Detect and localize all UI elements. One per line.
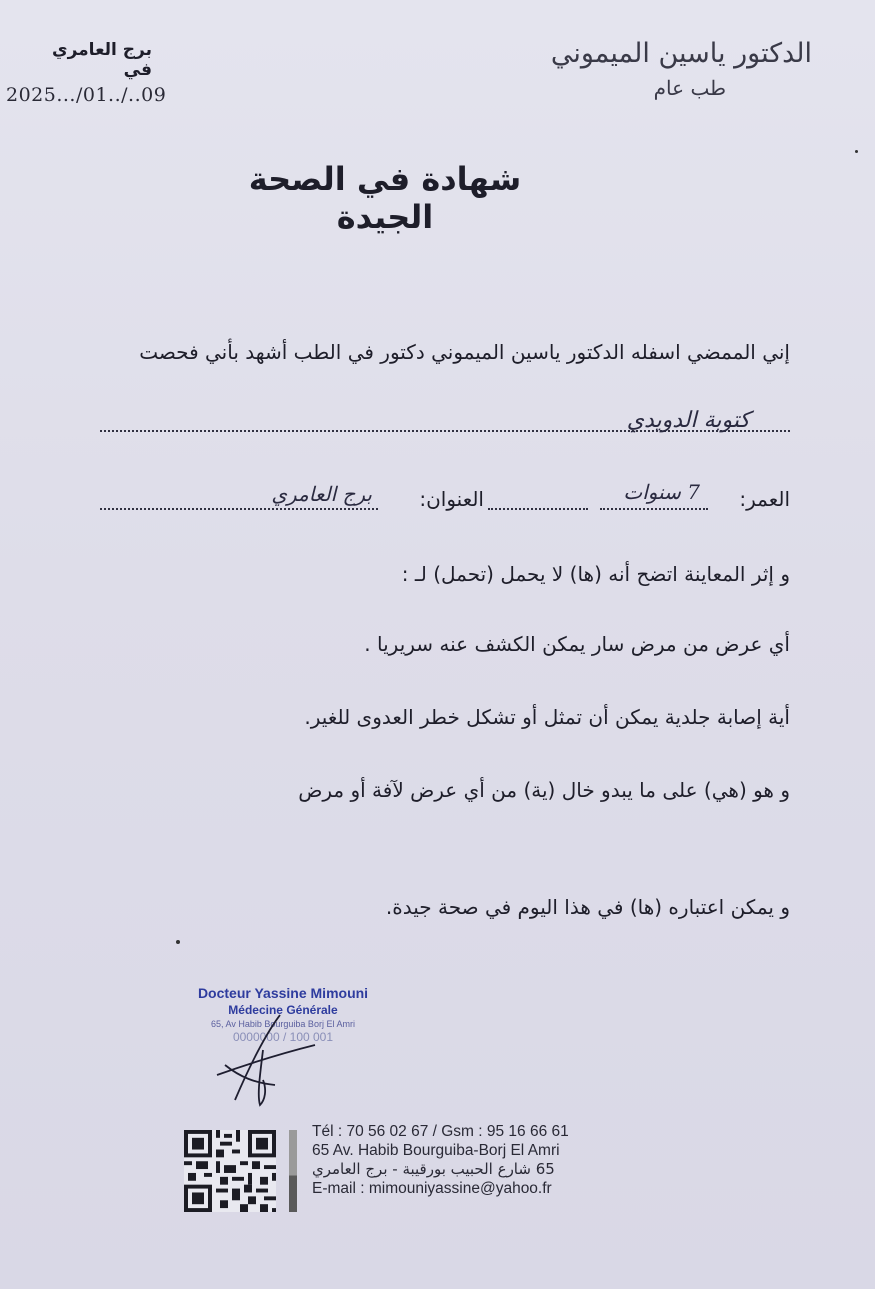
age-label: العمر: (739, 487, 790, 511)
place-label: برج العامري في (52, 40, 152, 80)
patient-name-handwritten: كتوبة الدويدي (626, 408, 750, 433)
footer-divider (289, 1130, 297, 1212)
stamp-address: 65, Av Habib Bourguiba Borj El Amri (211, 1019, 355, 1029)
address-handwritten: برج العامري (271, 482, 372, 506)
footer-contact (312, 1122, 634, 1198)
doctor-name: الدكتور ياسين الميموني (550, 38, 812, 69)
stamp-name: Docteur Yassine Mimouni (197, 985, 369, 1001)
page-title: شهادة في الصحة الجيدة (248, 160, 522, 236)
footer-address-ar: 65 شارع الحبيب بورقيبة - برج العامري (312, 1160, 555, 1178)
address-label: العنوان: (419, 487, 484, 511)
condition-line-3: و هو (هي) على ما يبدو خال (ية) من أي عرض لآفة أو مرض (298, 778, 790, 802)
ink-dot (176, 940, 180, 944)
examination-line: و إثر المعاينة اتضح أنه (ها) لا يحمل (تحمل) لـ : (401, 562, 790, 586)
date-handwritten: 2025.../01../..09 (6, 84, 167, 106)
condition-line-1: أي عرض من مرض سار يمكن الكشف عنه سريريا . (364, 632, 790, 656)
footer-address-fr: 65 Av. Habib Bourguiba-Borj El Amri (312, 1142, 560, 1159)
gap-dotted-line (488, 508, 588, 510)
stamp-code: 0000000 / 100 001 (232, 1030, 334, 1044)
intro-line: إني الممضي اسفله الدكتور ياسين الميموني دكتور في الطب أشهد بأني فحصت (139, 340, 790, 364)
qr-code (184, 1130, 276, 1212)
stamp-specialty: Médecine Générale (228, 1003, 338, 1017)
age-dotted-line (600, 508, 708, 510)
footer-email: E-mail : mimouniyassine@yahoo.fr (312, 1180, 552, 1197)
specialty-label: طب عام (653, 76, 726, 100)
conclusion-line: و يمكن اعتباره (ها) في هذا اليوم في صحة جيدة. (385, 895, 790, 919)
signature (205, 1005, 335, 1110)
address-dotted-line (100, 508, 378, 510)
condition-line-2: أية إصابة جلدية يمكن أن تمثل أو تشكل خطر العدوى للغير. (304, 705, 790, 729)
age-handwritten: 7 سنوات (623, 480, 700, 504)
ink-dot (855, 150, 858, 153)
footer-phone: Tél : 70 56 02 67 / Gsm : 95 16 66 61 (312, 1123, 569, 1140)
